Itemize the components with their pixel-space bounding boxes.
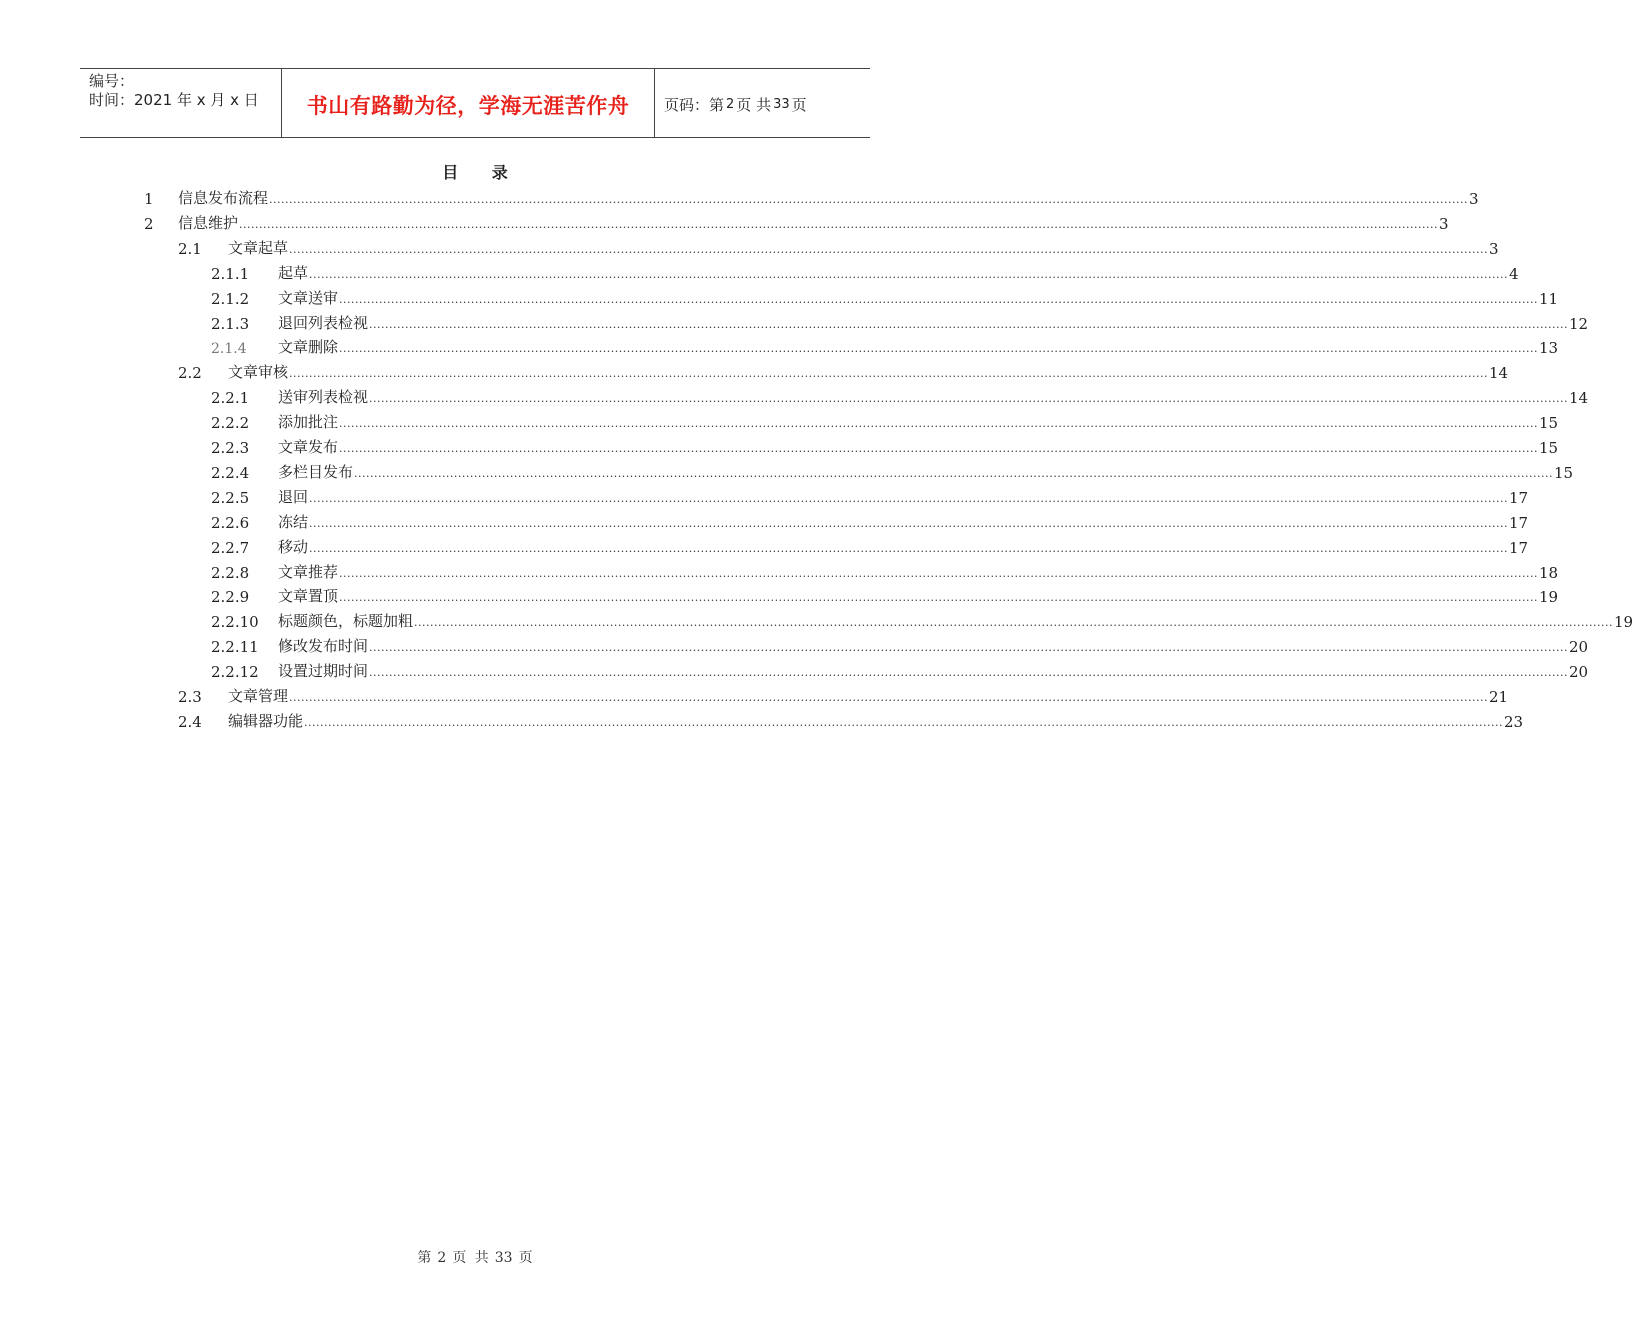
toc-entry-page: 15 bbox=[1539, 414, 1559, 433]
toc-entry-label: 文章送审 bbox=[278, 288, 339, 307]
toc-entry-page: 15 bbox=[1539, 439, 1559, 457]
toc-entry[interactable] bbox=[0, 457, 1574, 482]
toc-entry-number: 2.2.11 bbox=[211, 638, 259, 657]
toc-entry-number: 2.4 bbox=[178, 712, 202, 731]
toc-entry[interactable] bbox=[0, 308, 1589, 333]
toc-leader-dots: ............................................................................................................................................................................................................................................................................................................ bbox=[304, 715, 1503, 729]
time-value: 2021 年 x 月 x 日 bbox=[134, 91, 259, 109]
toc-entry-label: 退回列表检视 bbox=[278, 313, 369, 332]
toc-entry-page: 13 bbox=[1539, 339, 1559, 358]
toc-entry-number: 1 bbox=[144, 190, 154, 208]
toc-entry-label: 信息发布流程 bbox=[178, 189, 269, 207]
toc-entry-label: 标题颜色，标题加粗 bbox=[278, 612, 414, 631]
toc-entry[interactable] bbox=[0, 557, 1559, 582]
toc-entry-label: 添加批注 bbox=[278, 413, 339, 432]
toc-entry-page: 19 bbox=[1614, 613, 1633, 632]
toc-entry-page: 12 bbox=[1569, 314, 1589, 333]
toc-leader-dots: ............................................................................................................................................................................................................................................................................................................ bbox=[309, 516, 1508, 530]
toc-entry-label: 移动 bbox=[278, 537, 309, 556]
time-label: 时间： bbox=[89, 91, 135, 109]
toc-leader-dots: ............................................................................................................................................................................................................................................................................................................ bbox=[354, 466, 1553, 480]
header-meta bbox=[80, 69, 281, 137]
toc-entry-page: 23 bbox=[1504, 712, 1524, 731]
toc-title: 目 录 bbox=[442, 163, 522, 182]
toc-leader-dots: ............................................................................................................................................................................................................................................................................................................ bbox=[309, 541, 1508, 555]
toc-entry-page: 4 bbox=[1509, 264, 1519, 283]
toc-entry-number: 2 bbox=[144, 214, 154, 233]
header-page-info bbox=[655, 69, 870, 137]
toc-entry-label: 文章删除 bbox=[278, 338, 339, 357]
toc-leader-dots: ............................................................................................................................................................................................................................................................................................................ bbox=[309, 491, 1508, 505]
toc-entry[interactable] bbox=[0, 606, 1633, 632]
toc-entry-page: 17 bbox=[1509, 513, 1529, 532]
toc-entry-number: 2.2.5 bbox=[211, 488, 250, 507]
toc-entry-page: 17 bbox=[1509, 488, 1529, 507]
toc-leader-dots: ............................................................................................................................................................................................................................................................................................................ bbox=[369, 317, 1568, 331]
toc-entry-number: 2.3 bbox=[178, 688, 202, 706]
toc-entry-number: 2.2.10 bbox=[211, 613, 259, 632]
page-total: 33 bbox=[773, 96, 790, 112]
toc-entry-number: 2.2.9 bbox=[211, 588, 250, 607]
toc-entry-label: 文章推荐 bbox=[278, 562, 339, 581]
toc-entry-label: 文章管理 bbox=[228, 687, 289, 705]
page-current: 2 bbox=[726, 96, 735, 112]
toc-entry-number: 2.1.3 bbox=[211, 314, 250, 333]
toc-entry[interactable] bbox=[0, 407, 1559, 433]
toc-entry-number: 2.2.1 bbox=[211, 389, 250, 408]
toc-leader-dots: ............................................................................................................................................................................................................................................................................................................ bbox=[269, 193, 1468, 206]
footer-suffix: 页 bbox=[518, 1250, 533, 1266]
toc-entry-page: 3 bbox=[1469, 190, 1479, 208]
toc-entry-label: 起草 bbox=[278, 263, 309, 282]
toc-entry-page: 3 bbox=[1439, 214, 1449, 233]
toc-entry-label: 退回 bbox=[278, 487, 309, 506]
toc-entry[interactable] bbox=[0, 706, 1524, 731]
toc-entry-label: 修改发布时间 bbox=[278, 637, 369, 656]
toc-leader-dots: ............................................................................................................................................................................................................................................................................................................ bbox=[289, 242, 1488, 256]
toc-entry[interactable] bbox=[0, 532, 1529, 557]
toc-entry[interactable] bbox=[0, 233, 1499, 258]
toc-entry-number: 2.2.2 bbox=[211, 414, 250, 433]
toc-entry-page: 14 bbox=[1569, 389, 1589, 408]
toc-leader-dots: ............................................................................................................................................................................................................................................................................................................ bbox=[339, 591, 1538, 605]
toc-entry-page: 14 bbox=[1489, 364, 1509, 383]
header-motto-cell bbox=[281, 69, 655, 137]
toc-entry[interactable] bbox=[0, 183, 1479, 208]
header-motto: 书山有路勤为径，学海无涯苦作舟 bbox=[306, 94, 630, 118]
toc-entry-number: 2.2.7 bbox=[211, 538, 250, 557]
toc-entry-label: 文章审核 bbox=[228, 363, 289, 382]
toc-entry[interactable] bbox=[0, 258, 1519, 283]
toc-leader-dots: ............................................................................................................................................................................................................................................................................................................ bbox=[239, 217, 1438, 231]
toc-leader-dots: ............................................................................................................................................................................................................................................................................................................ bbox=[309, 267, 1508, 281]
footer-total: 33 bbox=[494, 1250, 513, 1266]
toc-entry[interactable] bbox=[0, 581, 1559, 607]
toc-entry-number: 2.2.6 bbox=[211, 513, 250, 532]
toc-entry-number: 2.1 bbox=[178, 239, 202, 258]
toc-entry-page: 17 bbox=[1509, 538, 1529, 557]
toc-leader-dots: ............................................................................................................................................................................................................................................................................................................ bbox=[339, 292, 1538, 306]
toc-entry[interactable] bbox=[0, 432, 1559, 457]
toc-entry-label: 文章起草 bbox=[228, 238, 289, 257]
page-footer bbox=[0, 1247, 950, 1267]
toc-leader-dots: ............................................................................................................................................................................................................................................................................................................ bbox=[369, 392, 1568, 406]
toc-entry[interactable] bbox=[0, 507, 1529, 532]
toc-entry-label: 送审列表检视 bbox=[278, 388, 369, 407]
toc-entry-number: 2.2 bbox=[178, 364, 202, 383]
toc-entry-number: 2.1.2 bbox=[211, 289, 250, 308]
toc-entry[interactable] bbox=[0, 482, 1529, 507]
toc-entry[interactable] bbox=[0, 283, 1559, 308]
toc-entry-label: 冻结 bbox=[278, 512, 309, 531]
toc-leader-dots: ............................................................................................................................................................................................................................................................................................................ bbox=[339, 566, 1538, 580]
footer-prefix: 第 bbox=[417, 1250, 432, 1266]
toc-entry-label: 设置过期时间 bbox=[278, 662, 369, 681]
toc-entry-page: 11 bbox=[1539, 289, 1559, 308]
toc-entry-page: 18 bbox=[1539, 563, 1559, 582]
toc-entry-number: 2.2.8 bbox=[211, 563, 250, 582]
toc-leader-dots: ............................................................................................................................................................................................................................................................................................................ bbox=[339, 442, 1538, 455]
toc-entry-label: 文章发布 bbox=[278, 438, 339, 456]
toc-entry-label: 多栏目发布 bbox=[278, 462, 354, 481]
toc-entry-page: 20 bbox=[1569, 638, 1589, 657]
toc-leader-dots: ............................................................................................................................................................................................................................................................................................................ bbox=[414, 616, 1613, 630]
toc-leader-dots: ............................................................................................................................................................................................................................................................................................................ bbox=[289, 367, 1488, 381]
number-label: 编号： bbox=[89, 72, 135, 90]
toc-entry-label: 编辑器功能 bbox=[228, 711, 304, 730]
toc-entry-page: 20 bbox=[1569, 663, 1589, 682]
toc-entry[interactable] bbox=[0, 208, 1449, 233]
page-mid: 页 共 bbox=[736, 95, 772, 114]
footer-current: 2 bbox=[437, 1250, 447, 1266]
toc-entry[interactable] bbox=[0, 357, 1509, 383]
toc-entry-page: 15 bbox=[1554, 463, 1574, 482]
toc-entry[interactable] bbox=[0, 382, 1589, 408]
toc-entry-number: 2.2.3 bbox=[211, 439, 250, 457]
toc-leader-dots: ............................................................................................................................................................................................................................................................................................................ bbox=[289, 691, 1488, 704]
toc-entry-number: 2.2.12 bbox=[211, 663, 259, 682]
toc-entry-page: 21 bbox=[1489, 688, 1509, 706]
page-suffix: 页 bbox=[791, 95, 807, 114]
footer-mid: 页 共 bbox=[452, 1250, 489, 1266]
time-line bbox=[89, 91, 281, 110]
toc-entry-number: 2.1.1 bbox=[211, 264, 250, 283]
toc-entry-label: 信息维护 bbox=[178, 213, 239, 232]
toc-entry[interactable] bbox=[0, 332, 1559, 358]
toc-leader-dots: ............................................................................................................................................................................................................................................................................................................ bbox=[339, 417, 1538, 431]
toc-entry-page: 3 bbox=[1489, 239, 1499, 258]
toc-entry[interactable] bbox=[0, 681, 1509, 706]
toc-entry[interactable] bbox=[0, 631, 1589, 657]
toc-entry-page: 19 bbox=[1539, 588, 1559, 607]
toc-leader-dots: ............................................................................................................................................................................................................................................................................................................ bbox=[369, 641, 1568, 655]
toc-entry-number: 2.1.4 bbox=[211, 341, 247, 358]
toc-entry[interactable] bbox=[0, 656, 1589, 682]
toc-entry-label: 文章置顶 bbox=[278, 587, 339, 606]
toc-entry-number: 2.2.4 bbox=[211, 463, 250, 482]
toc-leader-dots: ............................................................................................................................................................................................................................................................................................................ bbox=[339, 342, 1538, 356]
toc-leader-dots: ............................................................................................................................................................................................................................................................................................................ bbox=[369, 666, 1568, 680]
page-prefix: 页码：第 bbox=[664, 95, 725, 114]
page-header bbox=[80, 68, 870, 138]
